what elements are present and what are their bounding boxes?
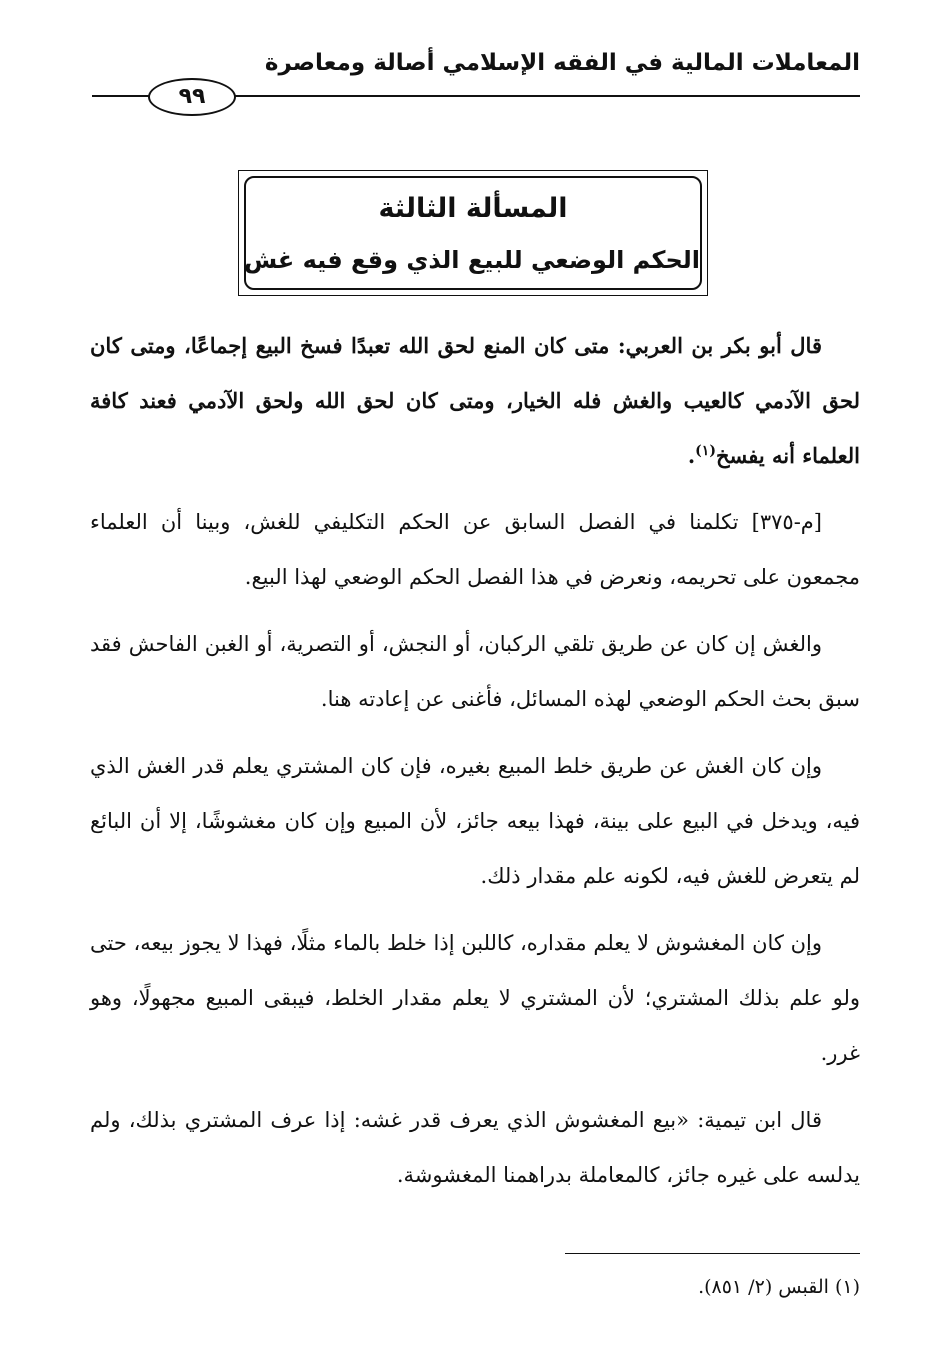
section-title-box bbox=[238, 170, 708, 296]
paragraph-ibn-taymiyyah: قال ابن تيمية: «بيع المغشوش الذي يعرف قدر غشه: إذا عرف المشتري بذلك، ولم يدلسه على غيره جائز، كالمعاملة بدراهمنا المغشوشة. bbox=[90, 1108, 860, 1187]
section-title-frame bbox=[244, 176, 702, 290]
paragraph-end: . bbox=[687, 443, 696, 468]
paragraph-intro: [م-٣٧٥] تكلمنا في الفصل السابق عن الحكم التكليفي للغش، وبينا أن العلماء مجمعون على تحريمه، ونعرض في هذا الفصل الحكم الوضعي لهذا البيع. bbox=[90, 510, 860, 589]
paragraph-mixing-known: وإن كان الغش عن طريق خلط المبيع بغيره، فإن كان المشتري يعلم قدر الغش الذي فيه، ويدخل في البيع على بينة، فهذا بيعه جائز، لأن المبيع وإن كان مغشوشًا، إلا أن البائع لم يتعرض للغش فيه، لكونه علم مقدار ذلك. bbox=[90, 754, 860, 888]
paragraph-quote-ibn-arabi bbox=[90, 318, 860, 483]
paragraph-mixing-unknown: وإن كان المغشوش لا يعلم مقداره، كاللبن إذا خلط بالماء مثلًا، فهذا لا يجوز بيعه، حتى ولو علم بذلك المشتري؛ لأن المشتري لا يعلم مقدار الخلط، فيبقى المبيع مجهولًا، وهو غرر. bbox=[90, 931, 860, 1065]
section-subtitle: الحكم الوضعي للبيع الذي وقع فيه غش bbox=[243, 246, 700, 274]
footnote-reference: (١) bbox=[695, 443, 716, 459]
body-text bbox=[90, 318, 860, 1215]
page-number: ٩٩ bbox=[148, 78, 236, 116]
section-title: المسألة الثالثة bbox=[378, 193, 568, 224]
paragraph-text: قال أبو بكر بن العربي: متى كان المنع لحق الله تعبدًا فسخ البيع إجماعًا، ومتى كان لحق الآدمي كالعيب والغش فله الخيار، ومتى كان لحق الله ولحق الآدمي فعند كافة العلماء أنه يفسخ bbox=[90, 333, 860, 468]
paragraph-fraud-types: والغش إن كان عن طريق تلقي الركبان، أو النجش، أو التصرية، أو الغبن الفاحش فقد سبق بحث الحكم الوضعي لهذه المسائل، فأغنى عن إعادته هنا. bbox=[90, 632, 860, 711]
footnote-rule bbox=[565, 1253, 860, 1254]
footnote: (١) القبس (٢/ ٨٥١). bbox=[698, 1276, 860, 1298]
running-title: المعاملات المالية في الفقه الإسلامي أصالة ومعاصرة bbox=[264, 50, 860, 76]
